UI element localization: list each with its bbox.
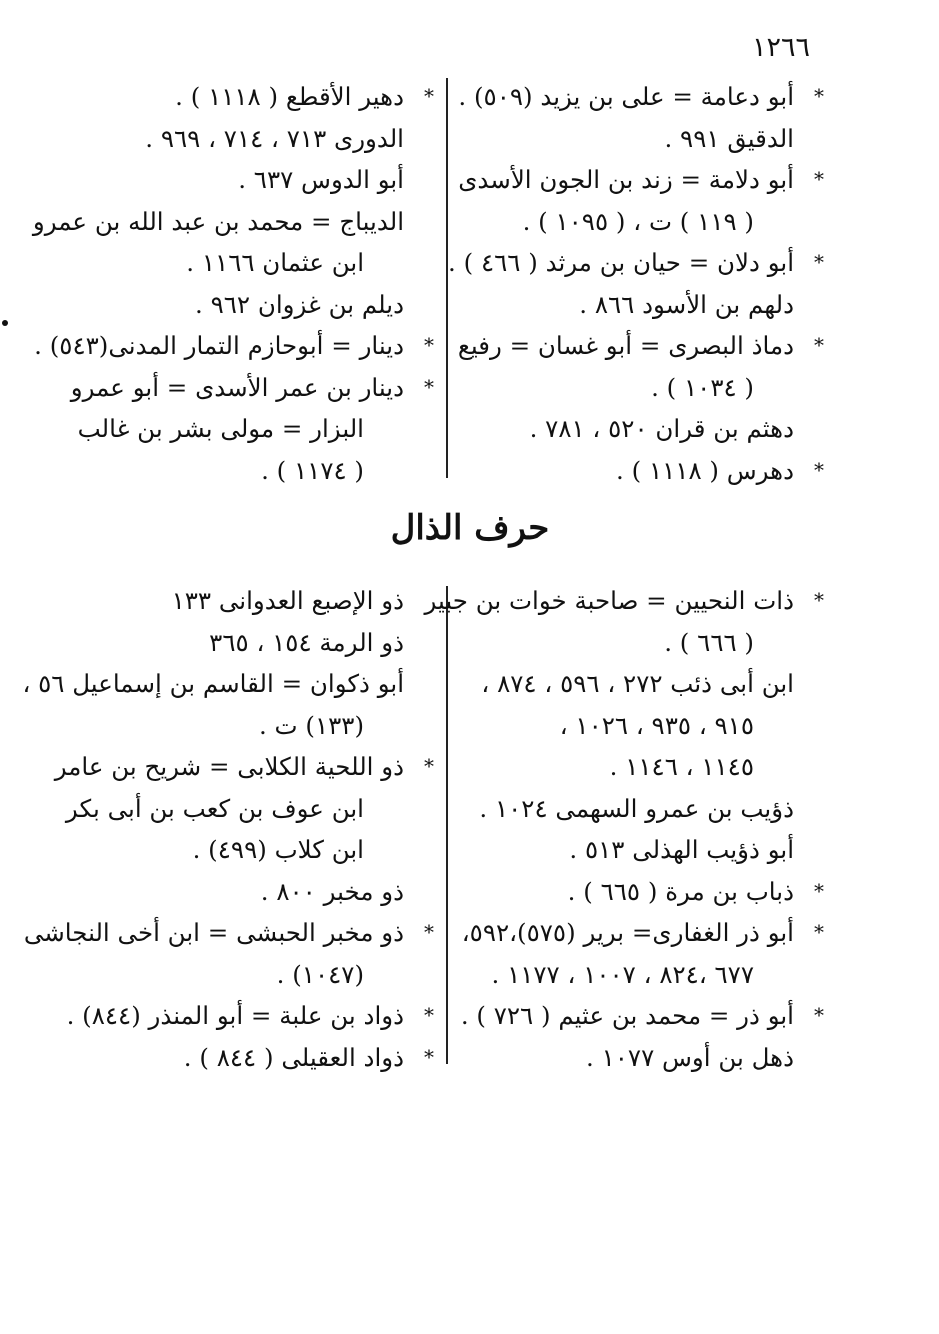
entry-text: الديباج = محمد بن عبد الله بن عمرو xyxy=(32,206,404,236)
entry-text: البزار = مولى بشر بن غالب xyxy=(77,414,364,443)
page-number: ١٢٦٦ xyxy=(752,32,811,63)
index-entry-line xyxy=(23,912,434,954)
entry-bullet-icon: * xyxy=(814,588,824,612)
entry-text: دماذ البصرى = أبو غسان = رفيع xyxy=(457,331,794,360)
entry-text: دهير الأقطع ( ١١١٨ ) . xyxy=(175,82,404,111)
index-entry-line xyxy=(424,580,824,622)
index-entry-line xyxy=(74,705,404,747)
index-entry-line xyxy=(74,1037,434,1079)
entry-text: الدورى ٧١٣ ، ٧١٤ ، ٩٦٩ . xyxy=(145,123,404,153)
entry-text: ابن عثمان ١١٦٦ . xyxy=(186,248,364,277)
index-entry-line xyxy=(464,367,794,409)
entry-bullet-icon: * xyxy=(424,1044,434,1069)
index-entry-line xyxy=(464,408,794,450)
entry-bullet-icon: * xyxy=(424,374,434,399)
entry-text: ابن أبى ذئب ٢٧٢ ، ٥٩٦ ، ٨٧٤ ، xyxy=(481,669,794,698)
entry-bullet-icon: * xyxy=(424,920,434,944)
index-entry-line xyxy=(458,159,824,201)
index-column-left-top xyxy=(32,76,434,491)
index-entry-line xyxy=(461,912,824,954)
entry-bullet-icon: * xyxy=(814,167,824,191)
entry-text: دهرس ( ١١١٨ ) . xyxy=(616,455,794,485)
index-entry-line xyxy=(22,663,404,705)
entry-text: ابن كلاب (٤٩٩) . xyxy=(192,835,364,864)
index-entry-line xyxy=(66,995,434,1037)
entry-text: أبو ذر الغفارى= برير (٥٧٥)،٥٩٢، xyxy=(461,918,794,947)
index-column-right-bottom xyxy=(424,580,824,1078)
entry-bullet-icon: * xyxy=(814,84,824,108)
entry-text: أبو ذر = محمد بن عثيم ( ٧٢٦ ) . xyxy=(460,1001,794,1030)
entry-text: ١١٤٥ ، ١١٤٦ . xyxy=(609,752,754,781)
index-entry-line xyxy=(458,76,824,118)
entry-text: أبو دلامة = زند بن الجون الأسدى xyxy=(458,165,794,194)
index-entry-line xyxy=(464,201,794,243)
entry-text: أبو دلان = حيان بن مرثد ( ٤٦٦ ) . xyxy=(448,248,794,277)
entry-text: دينار بن عمر الأسدى = أبو عمرو xyxy=(70,372,404,402)
index-entry-line xyxy=(464,705,794,747)
index-entry-line xyxy=(74,450,404,492)
section-heading: حرف الذال xyxy=(390,508,550,548)
index-entry-line xyxy=(70,367,434,409)
entry-bullet-icon: * xyxy=(814,333,824,357)
entry-text: ذواد العقيلى ( ٨٤٤ ) . xyxy=(183,1042,404,1072)
index-entry-line xyxy=(464,284,794,326)
entry-text: أبو دعامة = على بن يزيد (٥٠٩) . xyxy=(458,82,794,111)
entry-text: ( ١١٧٤ ) . xyxy=(261,455,364,485)
index-entry-line xyxy=(74,580,404,622)
index-entry-line xyxy=(34,325,434,367)
entry-text: ذو مخبر ٨٠٠ . xyxy=(260,876,404,906)
index-column-right-top xyxy=(448,76,824,491)
index-entry-line xyxy=(464,450,824,492)
index-entry-line xyxy=(464,1037,794,1079)
index-entry-line xyxy=(74,118,404,160)
entry-text: ذات النحيين = صاحبة خوات بن جبير xyxy=(424,586,794,615)
entry-bullet-icon: * xyxy=(424,1003,434,1027)
index-entry-line xyxy=(74,408,404,450)
index-entry-line xyxy=(464,118,794,160)
entry-text: ( ١١٩ ) ت ، ( ١٠٩٥ ) . xyxy=(522,206,754,236)
entry-text: ذباب بن مرة ( ٦٦٥ ) . xyxy=(567,876,794,906)
index-entry-line xyxy=(448,242,824,284)
entry-text: ذهل بن أوس ١٠٧٧ . xyxy=(586,1042,794,1072)
entry-text: ٩١٥ ، ٩٣٥ ، ١٠٢٦ ، xyxy=(559,710,754,740)
entry-text: ذو الرمة ١٥٤ ، ٣٦٥ xyxy=(209,627,404,657)
entry-text: (١٣٣) ت . xyxy=(258,710,364,740)
entry-text: ٦٧٧ ،٨٢٤ ، ١٠٠٧ ، ١١٧٧ . xyxy=(491,959,754,989)
entry-bullet-icon: * xyxy=(814,920,824,944)
index-entry-line xyxy=(32,201,404,243)
index-entry-line xyxy=(464,954,794,996)
margin-dot xyxy=(2,320,8,326)
index-entry-line xyxy=(74,284,404,326)
index-entry-line xyxy=(464,829,794,871)
index-entry-line xyxy=(464,788,794,830)
entry-bullet-icon: * xyxy=(424,84,434,108)
entry-bullet-icon: * xyxy=(814,878,824,903)
index-entry-line xyxy=(74,622,404,664)
column-divider-bottom xyxy=(446,586,448,1064)
entry-text: دلهم بن الأسود ٨٦٦ . xyxy=(579,289,794,319)
index-entry-line xyxy=(464,622,794,664)
entry-text: (١٠٤٧) . xyxy=(276,959,364,989)
index-entry-line xyxy=(74,954,404,996)
index-entry-line xyxy=(457,325,824,367)
index-entry-line xyxy=(74,871,404,913)
index-entry-line xyxy=(54,746,434,788)
index-entry-line xyxy=(65,788,404,830)
entry-text: ( ١٠٣٤ ) . xyxy=(651,372,754,402)
entry-text: ذو الإصبع العدوانى ١٣٣ xyxy=(171,586,404,615)
index-entry-line xyxy=(464,871,824,913)
index-entry-line xyxy=(74,76,434,118)
entry-text: أبو ذؤيب الهذلى ٥١٣ . xyxy=(569,835,794,864)
index-column-left-bottom xyxy=(22,580,434,1078)
entry-text: دهثم بن قران ٥٢٠ ، ٧٨١ . xyxy=(529,414,794,443)
entry-text: ذو مخبر الحبشى = ابن أخى النجاشى xyxy=(23,918,404,947)
index-entry-line xyxy=(464,746,794,788)
entry-text: ذواد بن علبة = أبو المنذر (٨٤٤) . xyxy=(66,1001,404,1030)
entry-bullet-icon: * xyxy=(814,1003,824,1027)
entry-text: الدقيق ٩٩١ . xyxy=(664,123,794,153)
entry-bullet-icon: * xyxy=(814,457,824,482)
entry-bullet-icon: * xyxy=(424,754,434,778)
entry-bullet-icon: * xyxy=(424,333,434,357)
index-entry-line xyxy=(74,159,404,201)
entry-text: دينار = أبوحازم التمار المدنى(٥٤٣) . xyxy=(34,331,404,360)
entry-text: ذو اللحية الكلابى = شريح بن عامر xyxy=(54,752,404,781)
index-entry-line xyxy=(74,242,404,284)
index-entry-line xyxy=(464,663,794,705)
index-entry-line xyxy=(74,829,404,871)
entry-bullet-icon: * xyxy=(814,250,824,274)
entry-text: أبو ذكوان = القاسم بن إسماعيل ٥٦ ، xyxy=(22,669,404,698)
index-entry-line xyxy=(460,995,824,1037)
entry-text: ابن عوف بن كعب بن أبى بكر xyxy=(65,793,364,823)
entry-text: ذؤيب بن عمرو السهمى ١٠٢٤ . xyxy=(479,793,794,823)
entry-text: ( ٦٦٦ ) . xyxy=(664,627,754,657)
entry-text: أبو الدوس ٦٣٧ . xyxy=(238,165,404,194)
entry-text: ديلم بن غزوان ٩٦٢ . xyxy=(194,289,404,319)
